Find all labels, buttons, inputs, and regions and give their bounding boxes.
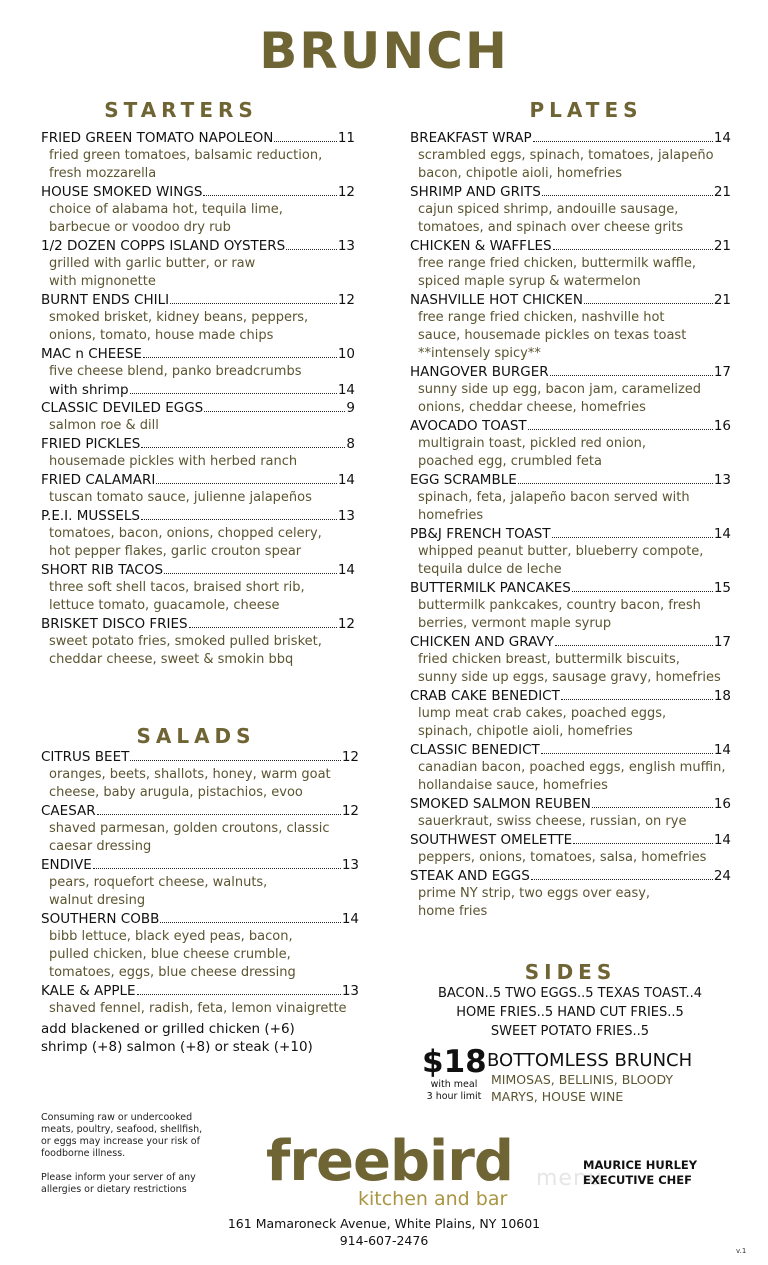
dot-leader bbox=[170, 303, 337, 304]
menu-item-row bbox=[41, 237, 355, 255]
menu-item-row bbox=[410, 633, 731, 651]
menu-item-description: sunny side up eggs, sausage gravy, homefries bbox=[418, 670, 721, 685]
menu-item-name: CITRUS BEET bbox=[41, 749, 130, 765]
menu-item-price: 8 bbox=[346, 436, 355, 452]
menu-item-name: CHICKEN & WAFFLES bbox=[410, 238, 552, 254]
starter-menu-item bbox=[41, 237, 355, 291]
salad-menu-item bbox=[41, 856, 359, 910]
bottomless-drinks-2: MARYS, HOUSE WINE bbox=[491, 1089, 624, 1104]
dot-leader bbox=[189, 627, 337, 628]
menu-item-description: smoked brisket, kidney beans, peppers, bbox=[49, 310, 309, 325]
address: 161 Mamaroneck Avenue, White Plains, NY 10601 bbox=[227, 1216, 541, 1231]
menu-item-description: caesar dressing bbox=[49, 839, 152, 854]
dot-leader bbox=[533, 141, 713, 142]
menu-item-description: spinach, chipotle aioli, homefries bbox=[418, 724, 633, 739]
menu-item-price: 10 bbox=[337, 346, 355, 362]
menu-item-price: 13 bbox=[341, 857, 359, 873]
allergy-line: allergies or dietary restrictions bbox=[41, 1184, 187, 1195]
dot-leader bbox=[528, 429, 713, 430]
dot-leader bbox=[164, 573, 337, 574]
menu-item-price: 16 bbox=[713, 796, 731, 812]
menu-item-price: 24 bbox=[713, 868, 731, 884]
menu-item-description: three soft shell tacos, braised short rib, bbox=[49, 580, 305, 595]
menu-item-row bbox=[410, 525, 731, 543]
salads-heading: SALADS bbox=[136, 724, 256, 748]
menu-item-name: BRISKET DISCO FRIES bbox=[41, 616, 188, 632]
menu-item-description: tomatoes, eggs, blue cheese dressing bbox=[49, 965, 296, 980]
menu-item-name: BREAKFAST WRAP bbox=[410, 130, 532, 146]
menu-item-description: shaved parmesan, golden croutons, classic bbox=[49, 821, 330, 836]
version-label: v.1 bbox=[736, 1247, 747, 1255]
menu-item-name: FRIED CALAMARI bbox=[41, 472, 156, 488]
menu-item-name: SHRIMP AND GRITS bbox=[410, 184, 541, 200]
plate-menu-item bbox=[410, 237, 731, 291]
menu-item-description: tequila dulce de leche bbox=[418, 562, 562, 577]
menu-item-name: 1/2 DOZEN COPPS ISLAND OYSTERS bbox=[41, 238, 286, 254]
menu-item-description: sunny side up egg, bacon jam, caramelized bbox=[418, 382, 702, 397]
menu-item-price: 14 bbox=[337, 472, 355, 488]
menu-item-row bbox=[41, 982, 359, 1000]
menu-item-row bbox=[410, 795, 731, 813]
menu-item-price: 21 bbox=[713, 292, 731, 308]
plates-heading: PLATES bbox=[529, 98, 643, 122]
plate-menu-item bbox=[410, 741, 731, 795]
menu-item-description: oranges, beets, shallots, honey, warm goat bbox=[49, 767, 331, 782]
salad-menu-item bbox=[41, 802, 359, 856]
menu-item-price: 17 bbox=[713, 634, 731, 650]
starters-list bbox=[41, 129, 355, 669]
dot-leader bbox=[542, 195, 713, 196]
menu-item-price: 12 bbox=[341, 749, 359, 765]
menu-item-description: berries, vermont maple syrup bbox=[418, 616, 612, 631]
menu-item-price: 13 bbox=[713, 472, 731, 488]
plate-menu-item bbox=[410, 579, 731, 633]
menu-item-row bbox=[41, 748, 359, 766]
menu-item-description: scrambled eggs, spinach, tomatoes, jalapeño bbox=[418, 148, 714, 163]
plate-menu-item bbox=[410, 525, 731, 579]
menu-item-name: CAESAR bbox=[41, 803, 96, 819]
menu-item-description: bibb lettuce, black eyed peas, bacon, bbox=[49, 929, 293, 944]
menu-item-row bbox=[41, 291, 355, 309]
plate-menu-item bbox=[410, 291, 731, 363]
menu-item-name: P.E.I. MUSSELS bbox=[41, 508, 141, 524]
bottomless-limit: 3 hour limit bbox=[426, 1091, 482, 1102]
menu-item-description: sauerkraut, swiss cheese, russian, on rye bbox=[418, 814, 687, 829]
menu-item-name: FRIED GREEN TOMATO NAPOLEON bbox=[41, 130, 274, 146]
addon-line-1: add blackened or grilled chicken (+6) bbox=[41, 1021, 295, 1037]
menu-item-name: CLASSIC BENEDICT bbox=[410, 742, 540, 758]
menu-item-row bbox=[41, 345, 355, 363]
chef-name: MAURICE HURLEY bbox=[583, 1158, 698, 1172]
menu-item-description: sweet potato fries, smoked pulled brisket, bbox=[49, 634, 322, 649]
salad-menu-item bbox=[41, 910, 359, 982]
salad-menu-item bbox=[41, 748, 359, 802]
menu-item-row bbox=[41, 129, 355, 147]
menu-item-name: SOUTHERN COBB bbox=[41, 911, 160, 927]
starter-menu-item bbox=[41, 399, 355, 435]
dot-leader bbox=[97, 814, 341, 815]
plate-menu-item bbox=[410, 183, 731, 237]
dot-leader bbox=[160, 922, 340, 923]
menu-item-price: 14 bbox=[341, 911, 359, 927]
menu-item-name: SMOKED SALMON REUBEN bbox=[410, 796, 591, 812]
allergy-line: Please inform your server of any bbox=[41, 1172, 196, 1183]
sides-line-1: BACON..5 TWO EGGS..5 TEXAS TOAST..4 bbox=[437, 986, 703, 1001]
dot-leader bbox=[561, 699, 713, 700]
starter-menu-item bbox=[41, 345, 355, 381]
starter-menu-item bbox=[41, 381, 355, 399]
freebird-logo: freebird bbox=[266, 1129, 513, 1194]
menu-item-price: 16 bbox=[713, 418, 731, 434]
starter-menu-item bbox=[41, 471, 355, 507]
dot-leader bbox=[143, 357, 337, 358]
plate-menu-item bbox=[410, 633, 731, 687]
sides-line-3: SWEET POTATO FRIES..5 bbox=[490, 1024, 650, 1039]
menu-item-row bbox=[41, 561, 355, 579]
menu-item-row bbox=[41, 381, 355, 399]
menu-item-price: 21 bbox=[713, 184, 731, 200]
menu-item-description: hollandaise sauce, homefries bbox=[418, 778, 608, 793]
addon-line-2: shrimp (+8) salmon (+8) or steak (+10) bbox=[41, 1039, 313, 1055]
food-safety-notice bbox=[41, 1112, 241, 1196]
dot-leader bbox=[141, 447, 345, 448]
logo-subtitle: kitchen and bar bbox=[358, 1188, 508, 1210]
menu-item-description: fresh mozzarella bbox=[49, 166, 157, 181]
menu-item-description: free range fried chicken, nashville hot bbox=[418, 310, 665, 325]
dot-leader bbox=[592, 807, 713, 808]
plate-menu-item bbox=[410, 471, 731, 525]
salads-list bbox=[41, 748, 359, 1018]
menu-item-description: **intensely spicy** bbox=[418, 346, 541, 361]
plate-menu-item bbox=[410, 831, 731, 867]
menu-item-description: poached egg, crumbled feta bbox=[418, 454, 602, 469]
bottomless-title: BOTTOMLESS BRUNCH bbox=[487, 1050, 693, 1071]
menu-item-description: barbecue or voodoo dry rub bbox=[49, 220, 231, 235]
menu-item-description: peppers, onions, tomatoes, salsa, homefries bbox=[418, 850, 707, 865]
menu-item-description: fried chicken breast, buttermilk biscuits, bbox=[418, 652, 680, 667]
starters-heading: STARTERS bbox=[104, 98, 258, 122]
menu-item-price: 21 bbox=[713, 238, 731, 254]
menu-item-description: cheddar cheese, sweet & smokin bbq bbox=[49, 652, 294, 667]
menu-item-description: lump meat crab cakes, poached eggs, bbox=[418, 706, 667, 721]
menu-item-price: 12 bbox=[337, 184, 355, 200]
menu-item-name: PB&J FRENCH TOAST bbox=[410, 526, 551, 542]
menu-item-description: five cheese blend, panko breadcrumbs bbox=[49, 364, 302, 379]
menu-item-description: buttermilk pankcakes, country bacon, fresh bbox=[418, 598, 701, 613]
plates-list bbox=[410, 129, 731, 921]
bottomless-drinks-1: MIMOSAS, BELLINIS, BLOODY bbox=[491, 1072, 674, 1087]
menu-item-name: EGG SCRAMBLE bbox=[410, 472, 517, 488]
plate-menu-item bbox=[410, 129, 731, 183]
menu-item-name: SHORT RIB TACOS bbox=[41, 562, 164, 578]
dot-leader bbox=[552, 537, 713, 538]
menu-item-row bbox=[410, 579, 731, 597]
menu-item-description: bacon, chipotle aioli, homefries bbox=[418, 166, 623, 181]
menu-item-row bbox=[41, 910, 359, 928]
menu-item-name: BUTTERMILK PANCAKES bbox=[410, 580, 571, 596]
dot-leader bbox=[531, 879, 713, 880]
menu-item-description: cajun spiced shrimp, andouille sausage, bbox=[418, 202, 679, 217]
menu-item-description: free range fried chicken, buttermilk waffle, bbox=[418, 256, 696, 271]
menu-item-row bbox=[41, 399, 355, 417]
menu-item-description: onions, tomato, house made chips bbox=[49, 328, 274, 343]
menu-item-row bbox=[410, 831, 731, 849]
menu-item-price: 13 bbox=[337, 508, 355, 524]
starter-menu-item bbox=[41, 507, 355, 561]
menu-item-name: ENDIVE bbox=[41, 857, 92, 873]
menu-item-description: spinach, feta, jalapeño bacon served with bbox=[418, 490, 690, 505]
sides-heading: SIDES bbox=[524, 960, 617, 984]
menu-item-description: home fries bbox=[418, 904, 488, 919]
menu-item-price: 17 bbox=[713, 364, 731, 380]
menu-item-description: pears, roquefort cheese, walnuts, bbox=[49, 875, 268, 890]
menu-item-row bbox=[41, 435, 355, 453]
menu-item-name: STEAK AND EGGS bbox=[410, 868, 530, 884]
menu-item-row bbox=[410, 363, 731, 381]
plate-menu-item bbox=[410, 363, 731, 417]
menu-item-price: 12 bbox=[337, 292, 355, 308]
menu-item-row bbox=[41, 802, 359, 820]
menu-item-row bbox=[41, 615, 355, 633]
menu-item-name: CLASSIC DEVILED EGGS bbox=[41, 400, 204, 416]
chef-credit bbox=[583, 1158, 697, 1188]
menu-item-price: 15 bbox=[713, 580, 731, 596]
menu-item-row bbox=[41, 471, 355, 489]
menu-item-name: CHICKEN AND GRAVY bbox=[410, 634, 554, 650]
menu-item-description: prime NY strip, two eggs over easy, bbox=[418, 886, 651, 901]
menu-item-description: with mignonette bbox=[49, 274, 156, 289]
notice-line: Consuming raw or undercooked bbox=[41, 1112, 193, 1123]
dot-leader bbox=[130, 760, 340, 761]
menu-item-description: tomatoes, bacon, onions, chopped celery, bbox=[49, 526, 322, 541]
menu-item-description: grilled with garlic butter, or raw bbox=[49, 256, 256, 271]
starter-menu-item bbox=[41, 435, 355, 471]
phone: 914-607-2476 bbox=[339, 1233, 429, 1248]
menu-item-description: homefries bbox=[418, 508, 484, 523]
menu-item-description: spiced maple syrup & watermelon bbox=[418, 274, 641, 289]
bottomless-price: $18 bbox=[422, 1044, 487, 1080]
menu-item-description: onions, cheddar cheese, homefries bbox=[418, 400, 646, 415]
dot-leader bbox=[584, 303, 713, 304]
menu-item-price: 14 bbox=[713, 130, 731, 146]
dot-leader bbox=[156, 483, 336, 484]
menu-item-description: whipped peanut butter, blueberry compote, bbox=[418, 544, 704, 559]
menu-item-name: BURNT ENDS CHILI bbox=[41, 292, 170, 308]
menu-item-name: CRAB CAKE BENEDICT bbox=[410, 688, 560, 704]
menu-item-row bbox=[41, 507, 355, 525]
menu-item-row bbox=[410, 471, 731, 489]
bottomless-info bbox=[487, 1051, 692, 1105]
menu-item-price: 14 bbox=[713, 742, 731, 758]
starter-menu-item bbox=[41, 615, 355, 669]
dot-leader bbox=[203, 195, 336, 196]
dot-leader bbox=[141, 519, 337, 520]
menu-item-name: SOUTHWEST OMELETTE bbox=[410, 832, 573, 848]
notice-line: foodborne illness. bbox=[41, 1148, 126, 1159]
menu-item-row bbox=[410, 741, 731, 759]
menu-item-name: MAC n CHEESE bbox=[41, 346, 142, 362]
dot-leader bbox=[204, 411, 345, 412]
menu-item-row bbox=[410, 291, 731, 309]
dot-leader bbox=[93, 868, 341, 869]
menu-item-row bbox=[41, 856, 359, 874]
dot-leader bbox=[553, 249, 713, 250]
salad-addons bbox=[41, 1020, 361, 1056]
plate-menu-item bbox=[410, 417, 731, 471]
dot-leader bbox=[130, 393, 337, 394]
menu-item-price: 14 bbox=[713, 832, 731, 848]
menu-item-price: 14 bbox=[337, 382, 355, 398]
menu-item-price: 14 bbox=[713, 526, 731, 542]
menu-item-price: 13 bbox=[337, 238, 355, 254]
menu-item-price: 14 bbox=[337, 562, 355, 578]
menu-item-price: 18 bbox=[713, 688, 731, 704]
menu-item-description: cheese, baby arugula, pistachios, evoo bbox=[49, 785, 303, 800]
menu-item-description: tuscan tomato sauce, julienne jalapeños bbox=[49, 490, 312, 505]
menu-item-price: 9 bbox=[346, 400, 355, 416]
menu-item-name: HOUSE SMOKED WINGS bbox=[41, 184, 203, 200]
menu-item-row bbox=[41, 183, 355, 201]
dot-leader bbox=[573, 843, 713, 844]
dot-leader bbox=[555, 645, 713, 646]
menu-item-name: with shrimp bbox=[49, 382, 129, 398]
menu-item-row bbox=[410, 129, 731, 147]
menu-item-price: 13 bbox=[341, 983, 359, 999]
menu-item-description: pulled chicken, blue cheese crumble, bbox=[49, 947, 291, 962]
menu-item-name: NASHVILLE HOT CHICKEN bbox=[410, 292, 583, 308]
menu-item-description: fried green tomatoes, balsamic reduction, bbox=[49, 148, 323, 163]
dot-leader bbox=[518, 483, 713, 484]
chef-title: EXECUTIVE CHEF bbox=[583, 1173, 693, 1187]
menu-item-row bbox=[410, 237, 731, 255]
menu-item-name: KALE & APPLE bbox=[41, 983, 136, 999]
notice-line: meats, poultry, seafood, shellfish, bbox=[41, 1124, 203, 1135]
notice-line: or eggs may increase your risk of bbox=[41, 1136, 200, 1147]
sides-line-2: HOME FRIES..5 HAND CUT FRIES..5 bbox=[456, 1005, 684, 1020]
menu-item-description: salmon roe & dill bbox=[49, 418, 159, 433]
starter-menu-item bbox=[41, 561, 355, 615]
dot-leader bbox=[286, 249, 337, 250]
starter-menu-item bbox=[41, 183, 355, 237]
menu-item-name: AVOCADO TOAST bbox=[410, 418, 527, 434]
dot-leader bbox=[274, 141, 336, 142]
menu-item-row bbox=[410, 867, 731, 885]
plate-menu-item bbox=[410, 867, 731, 921]
salad-menu-item bbox=[41, 982, 359, 1018]
menu-item-description: sauce, housemade pickles on texas toast bbox=[418, 328, 687, 343]
page-title: BRUNCH bbox=[259, 22, 509, 80]
menu-item-description: multigrain toast, pickled red onion, bbox=[418, 436, 647, 451]
menu-item-name: HANGOVER BURGER bbox=[410, 364, 549, 380]
plate-menu-item bbox=[410, 687, 731, 741]
menu-item-description: lettuce tomato, guacamole, cheese bbox=[49, 598, 280, 613]
faint-watermark: menu bbox=[536, 1166, 603, 1191]
menu-item-description: walnut dresing bbox=[49, 893, 146, 908]
menu-item-row bbox=[410, 687, 731, 705]
dot-leader bbox=[572, 591, 713, 592]
menu-item-description: shaved fennel, radish, feta, lemon vinaigrette bbox=[49, 1001, 347, 1016]
menu-item-description: tomatoes, and spinach over cheese grits bbox=[418, 220, 684, 235]
dot-leader bbox=[550, 375, 713, 376]
bottomless-with-meal: with meal bbox=[430, 1079, 478, 1090]
menu-item-description: canadian bacon, poached eggs, english muffin, bbox=[418, 760, 726, 775]
menu-item-description: housemade pickles with herbed ranch bbox=[49, 454, 298, 469]
menu-item-description: hot pepper flakes, garlic crouton spear bbox=[49, 544, 302, 559]
menu-item-row bbox=[410, 183, 731, 201]
starter-menu-item bbox=[41, 129, 355, 183]
starter-menu-item bbox=[41, 291, 355, 345]
bottomless-price-block bbox=[422, 1045, 486, 1103]
plate-menu-item bbox=[410, 795, 731, 831]
menu-item-description: choice of alabama hot, tequila lime, bbox=[49, 202, 283, 217]
menu-item-price: 11 bbox=[337, 130, 355, 146]
menu-item-name: FRIED PICKLES bbox=[41, 436, 141, 452]
menu-item-row bbox=[410, 417, 731, 435]
dot-leader bbox=[137, 994, 341, 995]
sides-list bbox=[400, 984, 740, 1041]
dot-leader bbox=[541, 753, 713, 754]
menu-item-price: 12 bbox=[341, 803, 359, 819]
menu-item-price: 12 bbox=[337, 616, 355, 632]
